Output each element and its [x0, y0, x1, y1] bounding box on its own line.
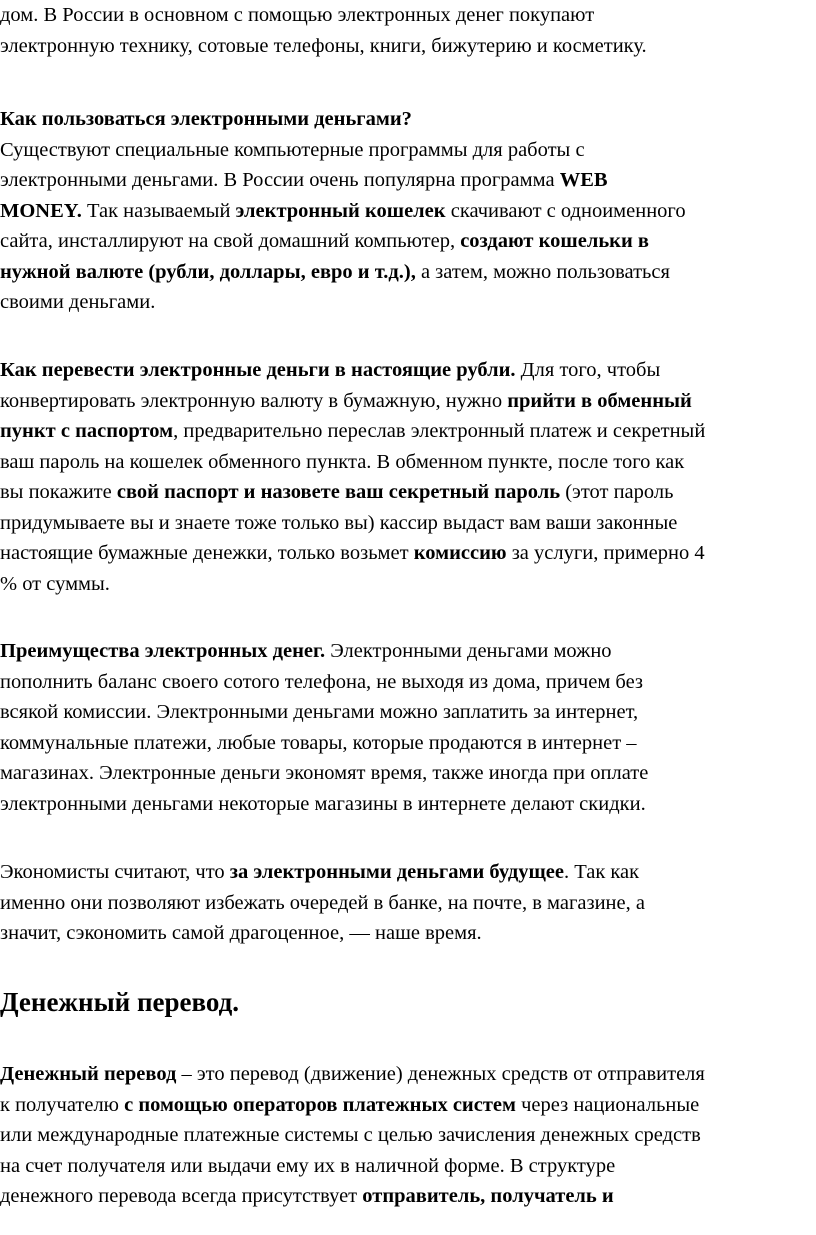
text-run: отправитель, получатель и [362, 1185, 614, 1207]
text-run: WEB [559, 169, 608, 191]
how-to-use-paragraph [0, 104, 816, 318]
text-run: скачивают с одноименного [445, 199, 686, 222]
text-line [0, 1151, 816, 1182]
money-transfer-heading: Денежный перевод. [0, 987, 240, 1017]
text-run: (этот пароль [560, 481, 674, 503]
text-line [0, 0, 816, 31]
text-line [0, 508, 816, 539]
text-run: Как пользоваться электронными деньгами? [0, 108, 412, 130]
text-run: на счет получателя или выдачи ему их в наличной форме. В структуре [0, 1154, 616, 1177]
text-line [0, 196, 816, 227]
text-line [0, 1090, 816, 1121]
text-run: Преимущества электронных денег. [0, 640, 326, 662]
text-run: коммунальные платежи, любые товары, которые продаются в интернет – [0, 731, 637, 754]
text-run: электронными деньгами. В России очень популярна программа [0, 169, 560, 191]
text-run: пункт с паспортом [0, 420, 174, 442]
text-run: Для того, чтобы [515, 359, 661, 381]
text-line [0, 789, 816, 820]
text-run: именно они позволяют избежать очередей в банке, на почте, в магазине, а [0, 891, 645, 914]
text-run: за услуги, примерно 4 [506, 542, 705, 564]
text-line [0, 165, 816, 196]
text-run: значит, сэкономить самой драгоценное, — наше время. [0, 922, 482, 944]
text-run: MONEY. [0, 199, 82, 222]
text-run: электронными деньгами некоторые магазины в интернете делают скидки. [0, 792, 646, 815]
text-line [0, 857, 816, 888]
section-heading [0, 104, 816, 135]
text-run: к получателю [0, 1093, 125, 1116]
text-line [0, 287, 816, 318]
text-run: комиссию [413, 542, 507, 564]
economists-paragraph [0, 857, 816, 949]
text-line [0, 1181, 816, 1212]
text-run: нужной валюте (рубли, доллары, евро и т.д.), [0, 260, 416, 283]
text-run: . Так как [563, 861, 640, 883]
text-line [0, 636, 816, 667]
text-line [0, 386, 816, 417]
text-line [0, 888, 816, 919]
text-run: Электронными деньгами можно [325, 640, 612, 662]
text-run: а затем, можно пользоваться [415, 260, 670, 283]
text-line [0, 447, 816, 478]
text-line [0, 1059, 816, 1090]
text-run: вы покажите [0, 481, 117, 503]
convert-paragraph [0, 355, 816, 599]
text-run: настоящие бумажные денежки, только возьмет [0, 542, 414, 564]
text-line [0, 758, 816, 789]
text-line [0, 569, 816, 600]
text-run: денежного перевода всегда присутствует [0, 1185, 363, 1207]
text-line [0, 257, 816, 288]
text-line [0, 477, 816, 508]
text-run: за электронными деньгами будущее [229, 861, 564, 883]
text-run: придумываете вы и знаете тоже только вы) кассир выдаст вам ваши законные [0, 511, 678, 534]
text-run: ваш пароль на кошелек обменного пункта. В обменном пункте, после того как [0, 450, 685, 473]
text-line [0, 226, 816, 257]
text-run: Денежный перевод [0, 1063, 177, 1085]
text-run: Так называемый [81, 199, 236, 222]
text-run: прийти в обменный [507, 389, 692, 412]
text-line [0, 918, 816, 949]
advantages-paragraph [0, 636, 816, 819]
text-run: Экономисты считают, что [0, 861, 230, 883]
text-line [0, 31, 816, 62]
text-run: электронную технику, сотовые телефоны, книги, бижутерию и косметику. [0, 34, 647, 57]
text-run: магазинах. Электронные деньги экономят время, также иногда при оплате [0, 762, 649, 784]
money-transfer-paragraph [0, 1059, 816, 1212]
text-run: с помощью операторов платежных систем [124, 1093, 516, 1116]
text-run: создают кошельки в [460, 230, 649, 252]
text-run: сайта, инсталлируют на свой домашний компьютер, [0, 230, 461, 252]
text-run: Существуют специальные компьютерные программы для работы с [0, 138, 585, 161]
text-run: – это перевод (движение) денежных средств от отправителя [176, 1063, 705, 1085]
text-line [0, 135, 816, 166]
text-run: свой паспорт и назовете ваш секретный пароль [116, 481, 561, 503]
text-line [0, 355, 816, 386]
text-run: своими деньгами. [0, 291, 156, 313]
text-line [0, 697, 816, 728]
text-run: через национальные [515, 1093, 700, 1116]
intro-paragraph [0, 0, 816, 61]
text-run: Как перевести электронные деньги в настоящие рубли. [0, 359, 516, 381]
text-run: , предварительно переслав электронный платеж и секретный [173, 420, 706, 442]
text-run: пополнить баланс своего сотого телефона, не выходя из дома, причем без [0, 670, 644, 693]
text-line [0, 1120, 816, 1151]
text-run: всякой комиссии. Электронными деньгами можно заплатить за интернет, [0, 701, 639, 723]
text-run: электронный кошелек [235, 199, 446, 222]
text-run: дом. В России в основном с помощью электронных денег покупают [0, 4, 595, 26]
text-run: или международные платежные системы с целью зачисления денежных средств [0, 1124, 701, 1146]
text-run: % от суммы. [0, 572, 110, 595]
text-line [0, 728, 816, 759]
text-line [0, 667, 816, 698]
text-run: конвертировать электронную валюту в бумажную, нужно [0, 389, 508, 412]
text-line [0, 538, 816, 569]
text-line [0, 416, 816, 447]
